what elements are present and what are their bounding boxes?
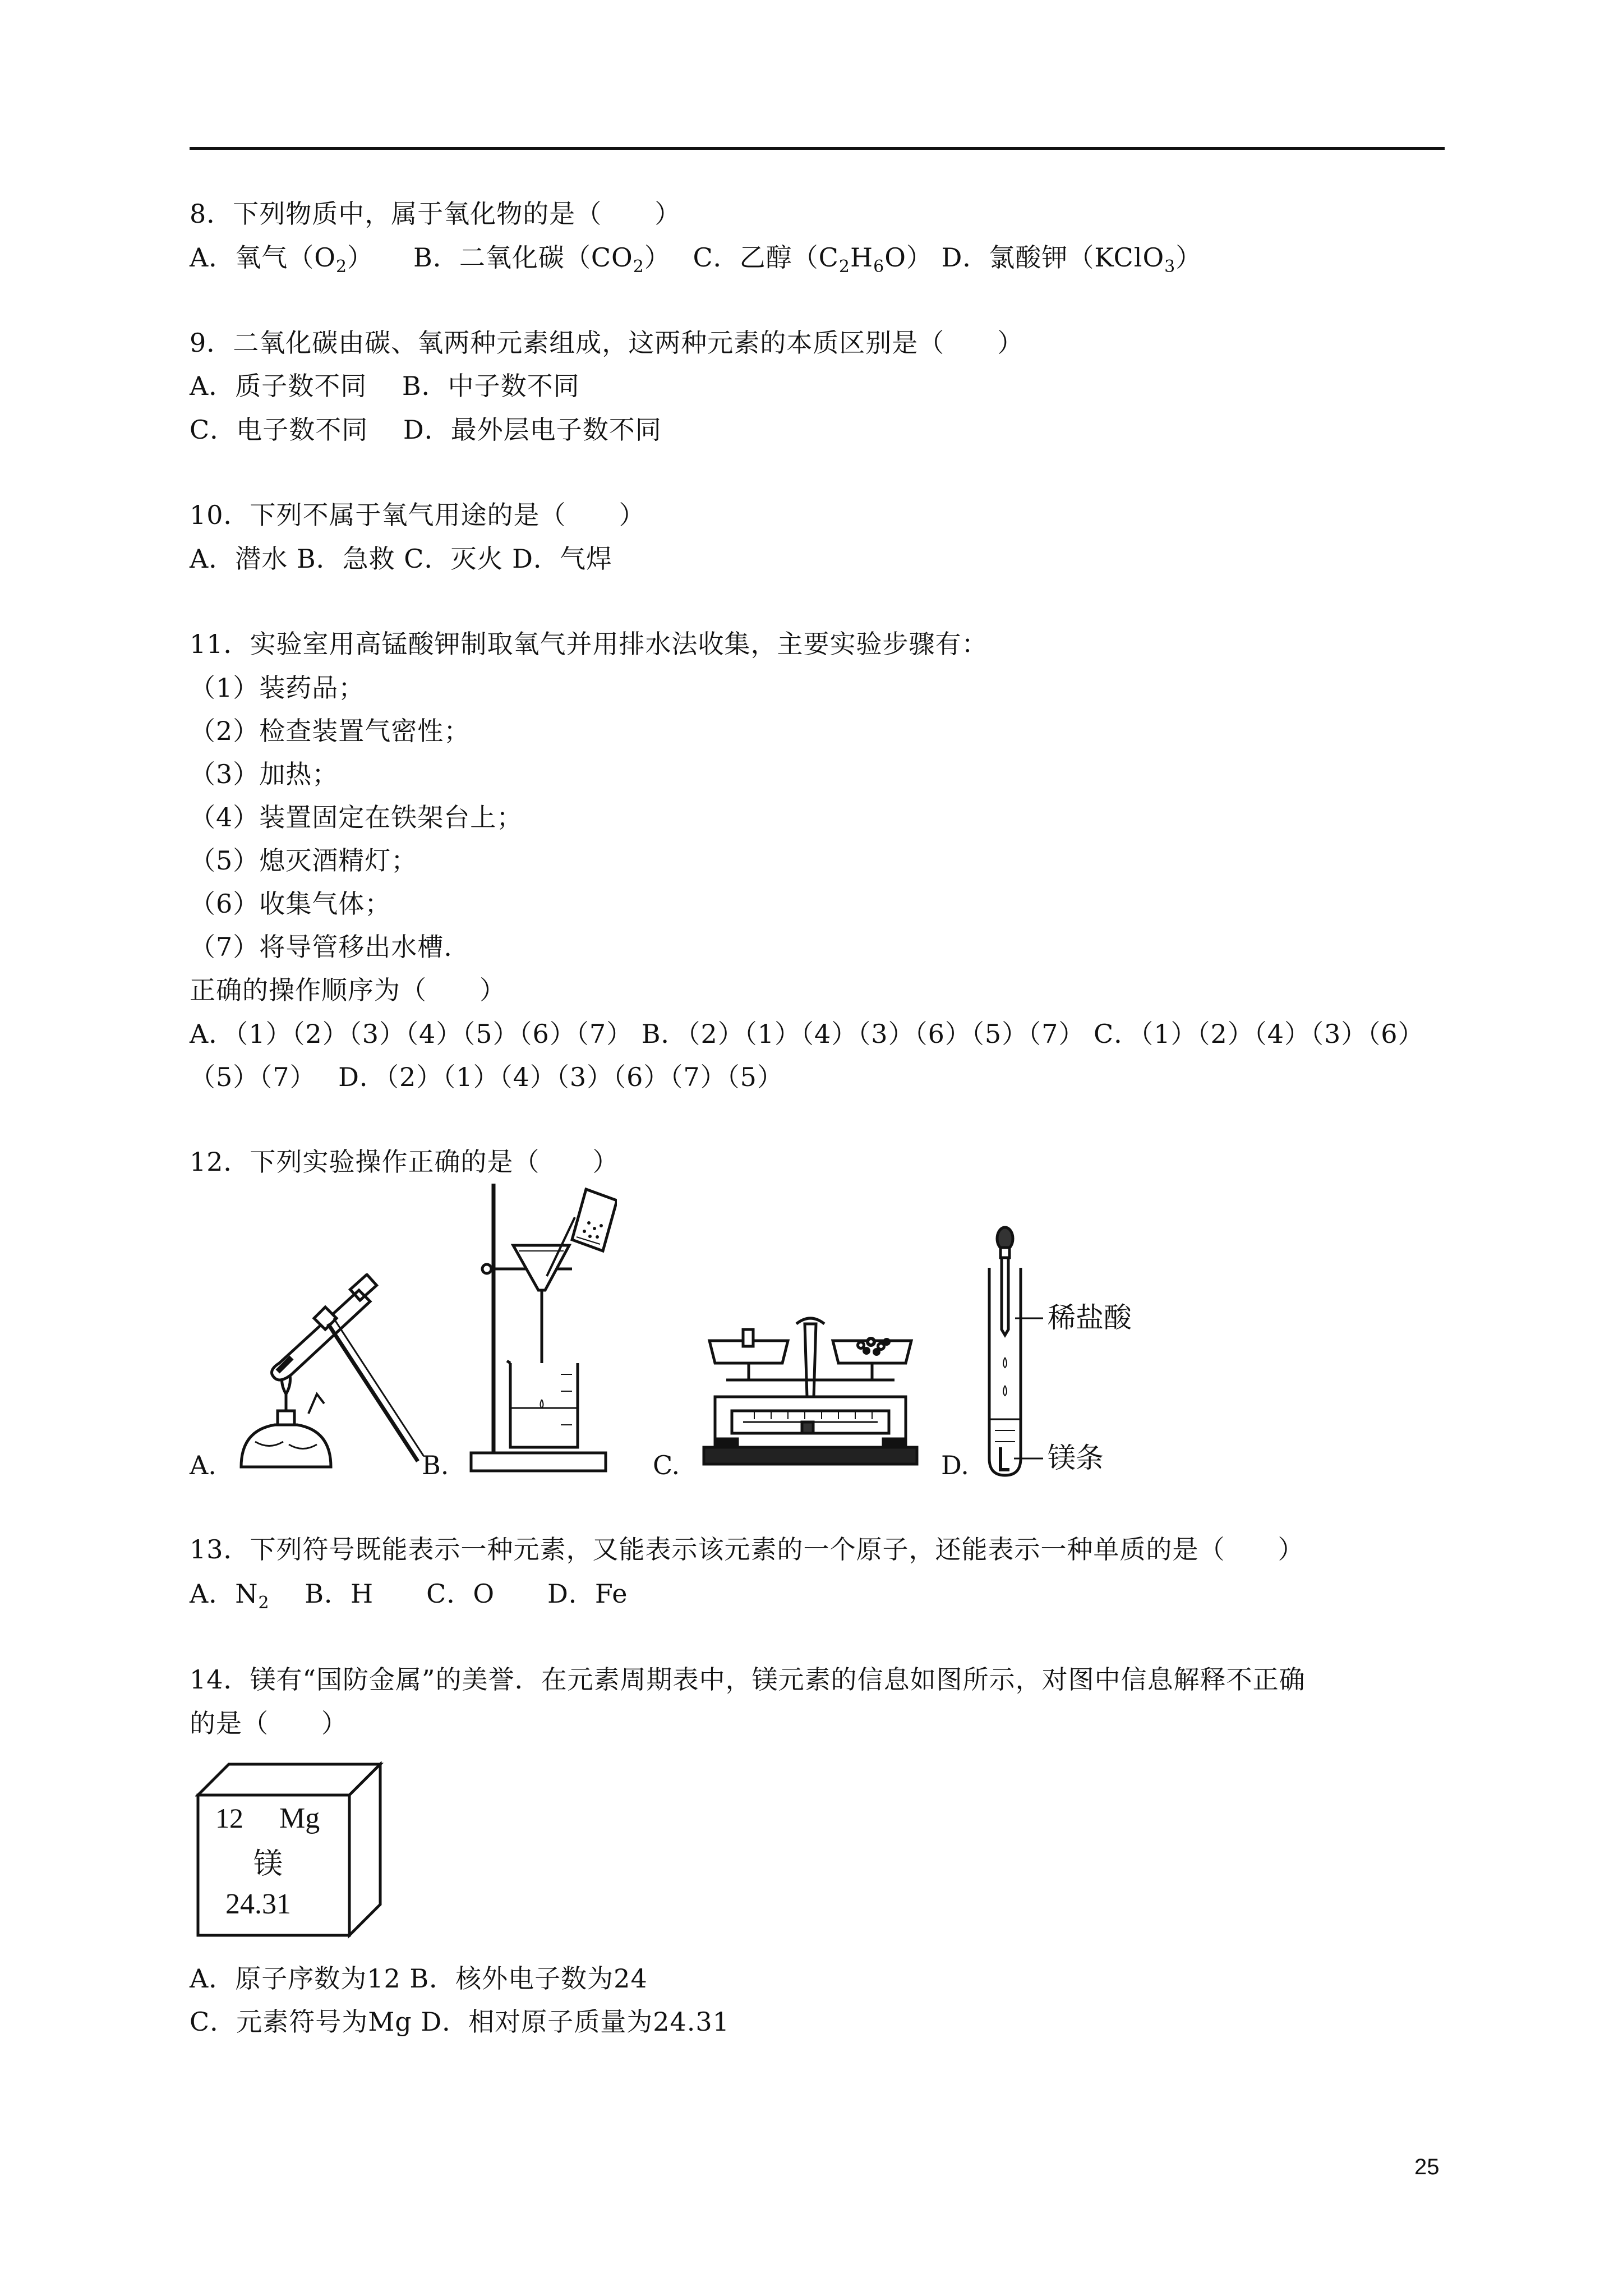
element-atomic-mass: 24.31 xyxy=(225,1888,291,1920)
q8-option-a: A．氧气$(O_2)$ xyxy=(190,242,361,277)
figure-d-dropper-tube xyxy=(981,1223,1183,1481)
q11-options-line2: （5）（7） D．（2）（1）（4）（3）（6）（7）（5） xyxy=(190,1062,783,1092)
q11-step: （7）将导管移出水槽. xyxy=(190,932,453,962)
q11-step: （4）装置固定在铁架台上； xyxy=(190,802,523,832)
q12-stem: 12．下列实验操作正确的是（ ） xyxy=(190,1147,619,1177)
q11-question: 正确的操作顺序为（ ） xyxy=(190,975,506,1005)
q9-options-line1: A．质子数不同 B．中子数不同 xyxy=(190,371,580,401)
element-name: 镁 xyxy=(253,1847,283,1881)
q14-stem-line2: 的是（ ） xyxy=(190,1708,348,1738)
q11-options-line1: A．（1）（2）（3）（4）（5）（6）（7） B．（2）（1）（4）（3）（6）（5）（7） C．（1）（2）（4）（3）（6） xyxy=(190,1019,1424,1049)
q14-stem-line1: 14．镁有“国防金属”的美誉．在元素周期表中，镁元素的信息如图所示，对图中信息解释不正确 xyxy=(190,1664,1306,1695)
q13-stem: 13．下列符号既能表示一种元素，又能表示该元素的一个原子，还能表示一种单质的是（ ） xyxy=(190,1534,1304,1565)
q11-step: （5）熄灭酒精灯； xyxy=(190,845,418,876)
figure-a-heating-tube xyxy=(230,1273,432,1481)
figure-d-strip-label: 镁条 xyxy=(1048,1442,1104,1474)
q8-option-c: C．乙醇$(C_2H_6O)$ xyxy=(693,242,933,277)
q13-options: A．$N_2$ B．H C．O D．Fe xyxy=(190,1579,628,1613)
figure-b-filtration xyxy=(460,1178,617,1481)
q10-stem: 10．下列不属于氧气用途的是（ ） xyxy=(190,500,645,530)
q8-stem: 8．下列物质中，属于氧化物的是（ ） xyxy=(190,199,681,229)
q10-options: A．潜水 B．急救 C．灭火 D．气焊 xyxy=(190,544,612,574)
q11-stem: 11．实验室用高锰酸钾制取氧气并用排水法收集，主要实验步骤有： xyxy=(190,629,988,659)
q14-options-line2: C．元素符号为Mg D．相对原子质量为24.31 xyxy=(190,2007,730,2037)
q9-stem: 9．二氧化碳由碳、氧两种元素组成，这两种元素的本质区别是（ ） xyxy=(190,328,1024,358)
q8-options xyxy=(190,241,1202,277)
figure-c-balance xyxy=(693,1307,928,1475)
page-number: 25 xyxy=(1414,2155,1440,2179)
q11-step: （2）检查装置气密性； xyxy=(190,716,471,746)
q12-label-c: C. xyxy=(653,1450,680,1480)
q14-options-line1: A．原子序数为12 B．核外电子数为24 xyxy=(190,1963,648,1994)
q8-option-b: B．二氧化碳$(CO_2)$ xyxy=(413,242,658,277)
element-cell-magnesium xyxy=(195,1761,386,1943)
q11-step: （3）加热； xyxy=(190,759,339,789)
q9-options-line2: C．电子数不同 D．最外层电子数不同 xyxy=(190,415,662,445)
q8-option-d: D．氯酸钾（KClO$_3$） xyxy=(941,242,1202,277)
q12-label-a: A. xyxy=(190,1450,216,1480)
q11-step: （6）收集气体； xyxy=(190,889,391,919)
q12-label-b: B. xyxy=(422,1450,449,1480)
figure-d-acid-label: 稀盐酸 xyxy=(1048,1301,1132,1334)
q12-label-d: D. xyxy=(941,1450,969,1480)
element-atomic-number: 12 xyxy=(215,1802,243,1834)
element-symbol: Mg xyxy=(279,1802,320,1834)
header-rule xyxy=(190,147,1445,150)
q11-step: （1）装药品； xyxy=(190,673,365,703)
